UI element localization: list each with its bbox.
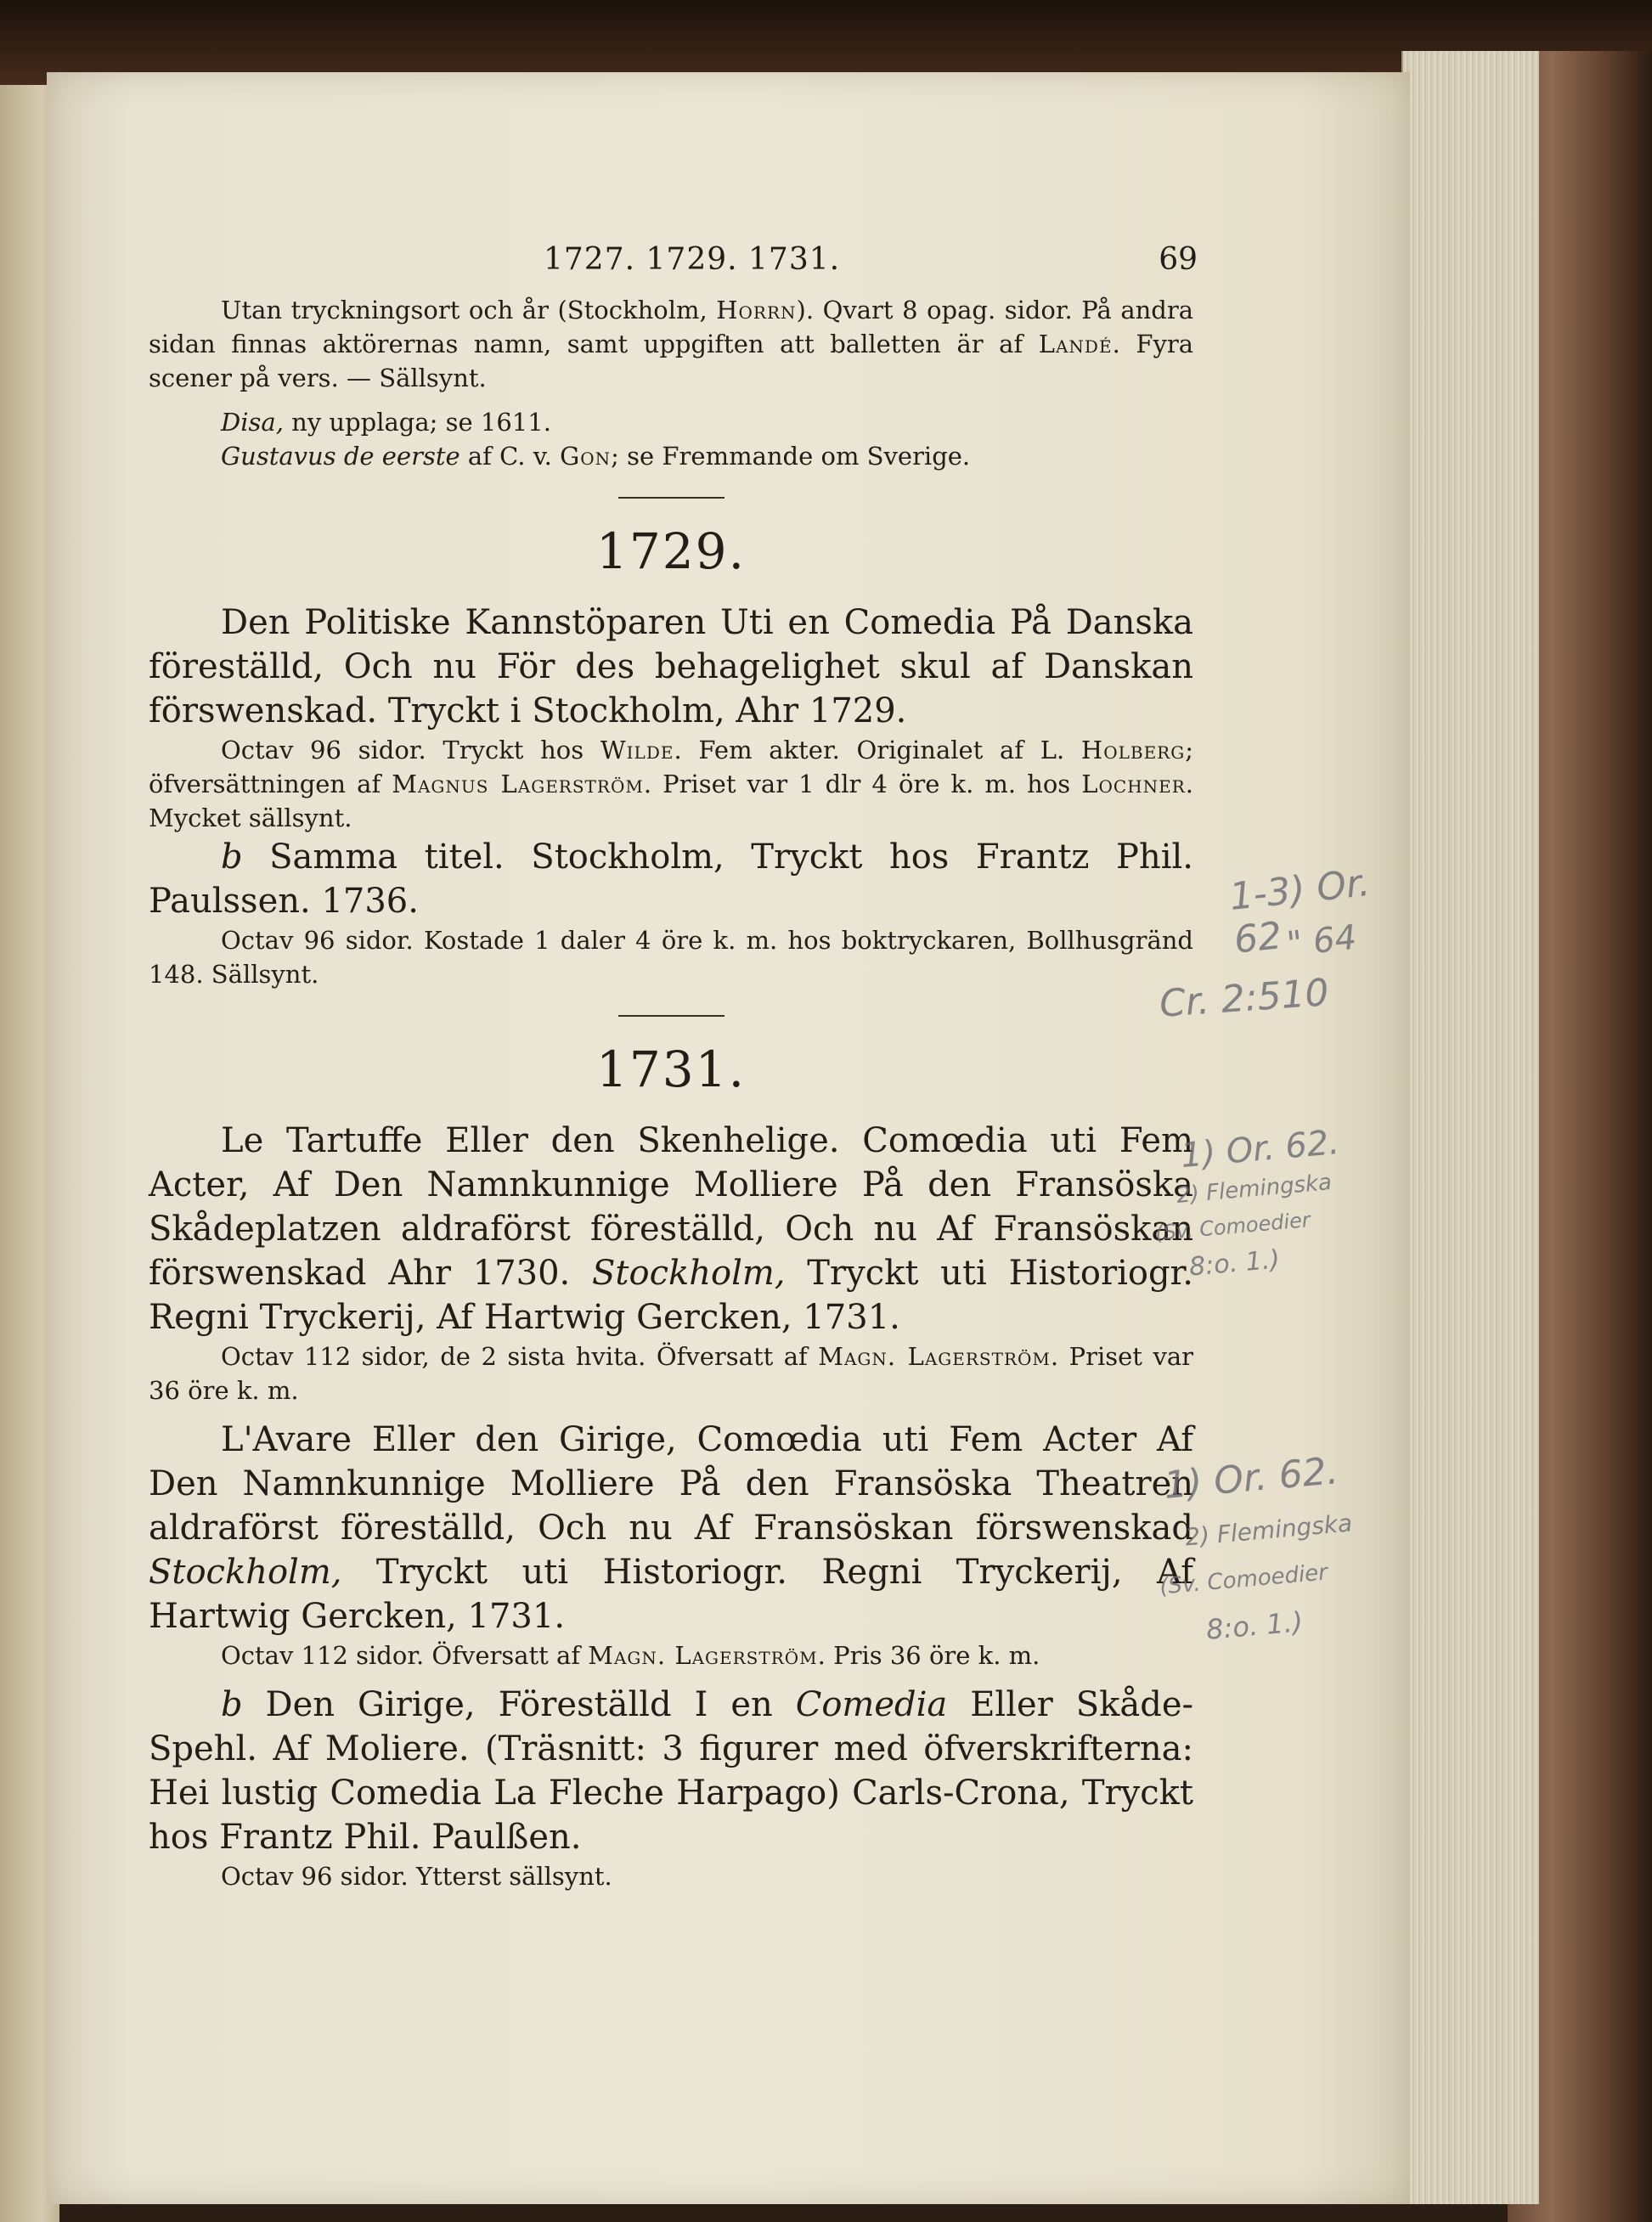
intro-text-2: ). Qvart 8 opag. sidor. På andra sidan finnas aktörernas namn, samt uppgiften att balletten är af	[149, 296, 1193, 358]
note-text: . Fem akter. Originalet af L.	[674, 736, 1081, 764]
entry-place: Stockholm,	[149, 1553, 342, 1592]
running-head	[149, 242, 1198, 293]
entry-1729-2-title	[149, 835, 1193, 923]
margin-note-8: 1) Or. 62.	[1162, 1449, 1340, 1508]
entry-1729-2-note: Octav 96 sidor. Kostade 1 daler 4 öre k. m. hos boktryckaren, Bollhusgränd 148. Sällsynt.	[149, 926, 1193, 989]
margin-note-11: 8:o. 1.)	[1204, 1605, 1305, 1646]
margin-note-9: 2) Flemingska	[1183, 1509, 1354, 1552]
entry-1729-1-title: Den Politiske Kannstöparen Uti en Comedia På Danska föreställd, Och nu För des behagelighet skul af Danskan förswenskad. Tryckt i Stockholm, Ahr 1729.	[149, 603, 1193, 730]
margin-note-6: (Sv. Comoedier	[1154, 1208, 1311, 1245]
note-name-wilde: Wilde	[600, 736, 674, 764]
entry-1731-3-title	[149, 1683, 1193, 1859]
entry-title-text: Tryckt uti Historiogr. Regni Tryckerij, Af Hartwig Gercken, 1731.	[149, 1553, 1193, 1636]
entry-title-text: Le Tartuffe Eller den Skenhelige. Comœdia uti Fem Acter, Af Den Namnkunnige Molliere På den Fransöska Skådeplatzen aldraförst föreställd, Och nu Af Fransöskan förswenskad Ahr 1730.	[149, 1121, 1193, 1293]
margin-note-7: 8:o. 1.)	[1187, 1244, 1282, 1283]
ref-gustavus-title: Gustavus de eerste	[221, 442, 460, 471]
entry-1731-2-title	[149, 1418, 1193, 1638]
entry-variant-letter: b	[221, 837, 243, 877]
entry-variant-letter: b	[221, 1685, 243, 1724]
intro-note	[149, 293, 1193, 395]
note-text: Octav 112 sidor, de 2 sista hvita. Öfversatt af	[221, 1342, 819, 1371]
margin-note-1: 1-3) Or. 62	[1227, 860, 1373, 962]
entry-title-italic: Comedia	[795, 1685, 948, 1724]
ref-gustavus	[149, 439, 1193, 473]
ref-gustavus-text-2: ; se Fremmande om Sverige.	[611, 442, 971, 471]
entry-1731-1-note	[149, 1339, 1193, 1407]
intro-name-lande: Landé	[1038, 330, 1113, 358]
note-name-holberg: Holberg	[1080, 736, 1186, 764]
year-heading-1729: 1729.	[595, 522, 747, 580]
ref-disa	[149, 405, 1193, 439]
book-page	[47, 72, 1410, 2204]
section-divider	[618, 1015, 725, 1017]
note-text: . Mycket sällsynt.	[149, 770, 1194, 832]
entry-1729-1-note	[149, 733, 1193, 835]
note-text: . Pris 36 öre k. m.	[817, 1641, 1040, 1670]
intro-text-3: . Fyra scener på vers. — Sällsynt.	[149, 330, 1193, 392]
note-text: . Priset var 1 dlr 4 öre k. m. hos	[643, 770, 1082, 798]
note-name-lochner: Lochner	[1081, 770, 1186, 798]
page-stack-edge	[1401, 51, 1539, 2204]
note-name-lagerstrom: Magn. Lagerström	[588, 1641, 818, 1670]
section-divider	[618, 497, 725, 499]
entry-1731-3-note: Octav 96 sidor. Ytterst sällsynt.	[221, 1862, 612, 1891]
intro-text-1: Utan tryckningsort och år (Stockholm,	[221, 296, 717, 324]
entry-1731-1-title	[149, 1119, 1193, 1339]
page-number: 69	[1159, 242, 1198, 277]
entry-title-text: Den Girige, Föreställd I en	[242, 1685, 796, 1724]
ref-gustavus-name: Gon	[560, 442, 612, 471]
entry-title-text: Tryckt uti Historiogr. Regni Tryckerij, Af Hartwig Gercken, 1731.	[149, 1254, 1193, 1337]
ref-gustavus-text-1: af C. v.	[460, 442, 561, 471]
note-text: ; öfversättningen af	[149, 736, 1193, 798]
note-text: . Priset var 36 öre k. m.	[149, 1342, 1193, 1405]
entry-title-text: L'Avare Eller den Girige, Comœdia uti Fem Acter Af Den Namnkunnige Molliere På den Fransöska Theatren aldraförst föreställd, Och nu Af Fransöskan förswenskad	[149, 1420, 1193, 1548]
note-name-lagerstrom: Magnus Lagerström	[392, 770, 644, 798]
running-head-years: 1727. 1729. 1731.	[544, 242, 841, 277]
page-content	[149, 242, 1198, 1893]
margin-note-5: 2) Flemingska	[1176, 1170, 1333, 1209]
entry-1731-2-note	[149, 1638, 1193, 1672]
entry-title-text: Samma titel. Stockholm, Tryckt hos Frantz Phil. Paulssen. 1736.	[149, 837, 1193, 921]
entry-title-text: Eller Skåde-Spehl. Af Moliere. (Träsnitt: 3 figurer med öfverskrifterna: Hei lustig Comedia La Fleche Harpago) Carls-Crona, Tryckt hos Frantz Phil. Paulßen.	[149, 1685, 1193, 1857]
margin-note-10: (Sv. Comoedier	[1159, 1559, 1329, 1600]
note-name-lagerstrom: Magn. Lagerström	[818, 1342, 1051, 1371]
note-text: Octav 96 sidor. Tryckt hos	[221, 736, 600, 764]
year-heading-1731: 1731.	[595, 1041, 747, 1098]
intro-name-horrn: Horrn	[716, 296, 797, 324]
ref-disa-text: ny upplaga; se 1611.	[283, 408, 551, 437]
margin-note-3: Cr. 2:510	[1158, 971, 1331, 1026]
margin-note-4: 1) Or. 62.	[1179, 1122, 1341, 1176]
margin-note-2: " 64	[1284, 917, 1359, 965]
note-text: Octav 112 sidor. Öfversatt af	[221, 1641, 589, 1670]
ref-disa-title: Disa,	[221, 408, 284, 437]
entry-place: Stockholm,	[592, 1254, 786, 1293]
